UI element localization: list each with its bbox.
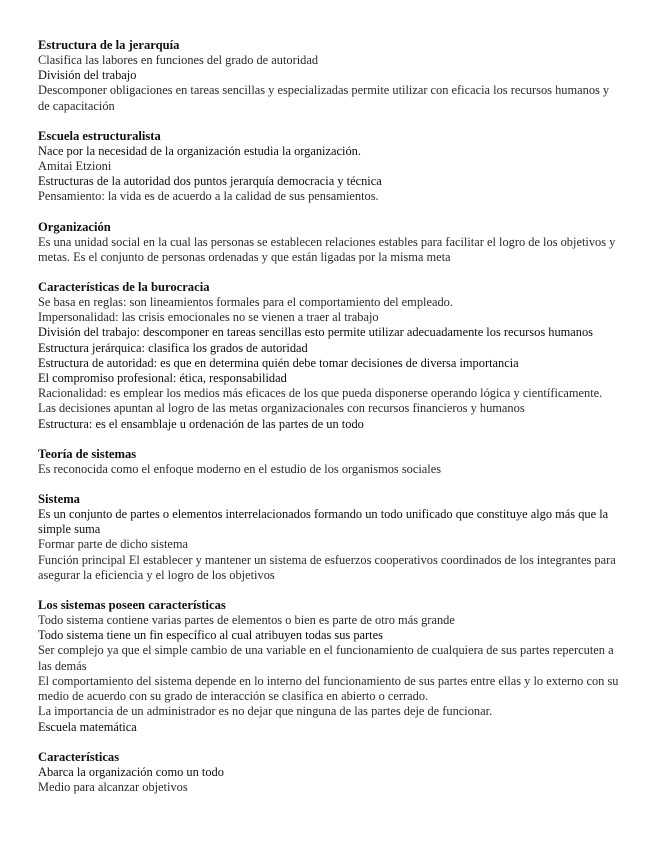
text-line: Es un conjunto de partes o elementos interrelacionados formando un todo unificado que constituye algo más que la simple suma bbox=[38, 507, 609, 537]
section-teoria-sistemas bbox=[38, 447, 623, 477]
text-line: Todo sistema tiene un fin específico al cual atribuyen todas sus partes bbox=[38, 628, 383, 643]
section-sistemas-caracteristicas bbox=[38, 598, 623, 735]
text-line: División del trabajo bbox=[38, 68, 137, 83]
text-line: Todo sistema contiene varias partes de elementos o bien es parte de otro más grande bbox=[38, 613, 455, 628]
section-escuela-estructuralista bbox=[38, 129, 623, 205]
text-line: Pensamiento: la vida es de acuerdo a la calidad de sus pensamientos. bbox=[38, 189, 379, 204]
text-line: Ser complejo ya que el simple cambio de una variable en el funcionamiento de cualquiera de sus partes repercuten a las demás bbox=[38, 643, 614, 673]
text-line: Escuela matemática bbox=[38, 719, 137, 734]
section-heading: Características de la burocracia bbox=[38, 280, 210, 295]
text-line: Descomponer obligaciones en tareas sencillas y especializadas permite utilizar con eficacia los recursos humanos y de capacitación bbox=[38, 83, 610, 113]
text-line: Clasifica las labores en funciones del grado de autoridad bbox=[38, 53, 319, 67]
text-line: División del trabajo: descomponer en tareas sencillas esto permite utilizar adecuadamente los recursos humanos bbox=[38, 325, 593, 340]
section-heading: Estructura de la jerarquía bbox=[38, 38, 180, 52]
text-line: El compromiso profesional: ética, responsabilidad bbox=[38, 371, 287, 386]
text-line: Estructura: es el ensamblaje u ordenación de las partes de un todo bbox=[38, 416, 364, 431]
section-organizacion bbox=[38, 220, 623, 265]
section-heading: Los sistemas poseen características bbox=[38, 598, 226, 613]
section-heading: Sistema bbox=[38, 492, 80, 507]
section-sistema bbox=[38, 492, 623, 583]
text-line: La importancia de un administrador es no dejar que ninguna de las partes deje de funcionar. bbox=[38, 704, 493, 719]
text-line: Estructura de autoridad: es que en determina quién debe tomar decisiones de diversa importancia bbox=[38, 355, 519, 370]
section-heading: Características bbox=[38, 749, 120, 764]
text-line: El comportamiento del sistema depende en lo interno del funcionamiento de sus partes entre ellas y lo externo con su medio de acuerdo con su grado de interacción se clasifica en abierto o cerrado. bbox=[38, 673, 619, 704]
section-caracteristicas bbox=[38, 750, 623, 795]
text-line: Estructura jerárquica: clasifica los grados de autoridad bbox=[38, 340, 308, 355]
text-line: Función principal El establecer y mantener un sistema de esfuerzos cooperativos coordinados de los integrantes para asegurar la eficiencia y el logro de los objetivos bbox=[38, 552, 616, 582]
text-line: Amitai Etzioni bbox=[38, 159, 112, 174]
text-line: Medio para alcanzar objetivos bbox=[38, 779, 188, 794]
section-estructura-jerarquia bbox=[38, 38, 623, 114]
text-line: Es una unidad social en la cual las personas se establecen relaciones estables para facilitar el logro de los objetivos y metas. Es el conjunto de personas ordenadas y que están ligadas por la misma meta bbox=[38, 234, 616, 264]
section-caracteristicas-burocracia bbox=[38, 280, 623, 432]
text-line: Racionalidad: es emplear los medios más eficaces de los que pueda disponerse operando lógica y científicamente. Las decisiones apuntan al logro de las metas organizacionales con recursos financieros y humanos bbox=[38, 386, 603, 416]
section-heading: Organización bbox=[38, 219, 111, 234]
document-body bbox=[38, 38, 623, 810]
text-line: Abarca la organización como un todo bbox=[38, 764, 224, 779]
section-heading: Teoría de sistemas bbox=[38, 446, 137, 461]
text-line: Nace por la necesidad de la organización estudia la organización. bbox=[38, 143, 361, 158]
text-line: Impersonalidad: las crisis emocionales no se vienen a traer al trabajo bbox=[38, 310, 379, 325]
section-heading: Escuela estructuralista bbox=[38, 128, 161, 143]
text-line: Es reconocida como el enfoque moderno en el estudio de los organismos sociales bbox=[38, 461, 442, 476]
text-line: Formar parte de dicho sistema bbox=[38, 537, 189, 552]
text-line: Se basa en reglas: son lineamientos formales para el comportamiento del empleado. bbox=[38, 295, 453, 310]
text-line: Estructuras de la autoridad dos puntos jerarquía democracia y técnica bbox=[38, 174, 382, 189]
